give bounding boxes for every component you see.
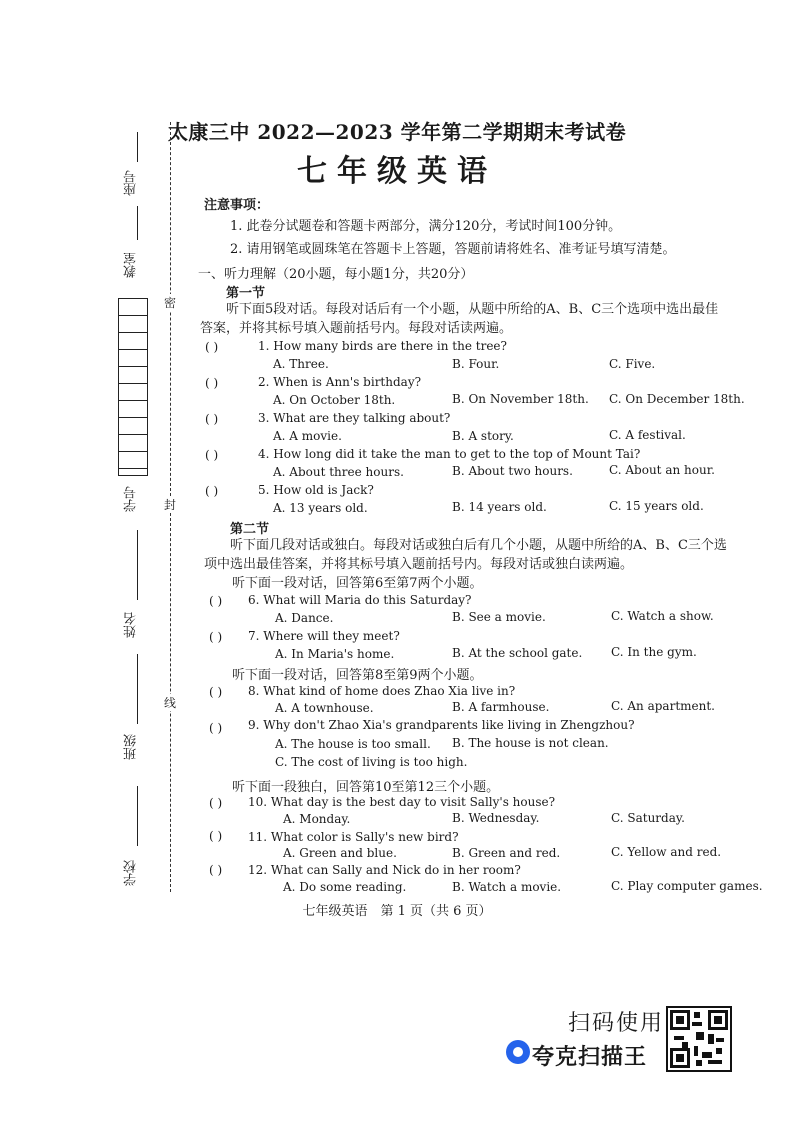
part1-instr-1: 听下面5段对话。每段对话后有一个小题，从题中所给的A、B、C三个选项中选出最佳 xyxy=(226,302,719,317)
part2-heading: 第二节 xyxy=(230,522,270,537)
part1-heading: 第一节 xyxy=(226,286,266,301)
room-label: 教室 xyxy=(124,252,139,278)
question-text: 10. What day is the best day to visit Sally's house? xyxy=(248,795,556,809)
option-b: B. About two hours. xyxy=(452,464,573,478)
page-footer: 七年级英语 第 1 页（共 6 页） xyxy=(302,904,492,919)
option-c: C. On December 18th. xyxy=(609,392,745,406)
part2-instr-2: 项中选出最佳答案，并将其标号填入题前括号内。每段对话或独白读两遍。 xyxy=(204,557,634,572)
group-instr-3: 听下面一段独白，回答第10至第12三个小题。 xyxy=(232,780,500,795)
answer-paren[interactable]: ( ) xyxy=(209,685,223,699)
notes-heading: 注意事项： xyxy=(204,198,270,213)
school-label: 学校 xyxy=(124,860,139,886)
option-b: B. Wednesday. xyxy=(452,811,540,825)
group-instr-1: 听下面一段对话，回答第6至第7两个小题。 xyxy=(232,576,483,591)
option-c: C. Watch a show. xyxy=(611,609,714,623)
answer-paren[interactable]: ( ) xyxy=(209,829,223,843)
question-text: 1. How many birds are there in the tree? xyxy=(258,339,507,353)
option-b: B. 14 years old. xyxy=(452,500,547,514)
name-label: 姓名 xyxy=(124,612,139,638)
answer-paren[interactable]: ( ) xyxy=(205,484,219,498)
option-c: C. In the gym. xyxy=(611,645,697,659)
option-b: B. Watch a movie. xyxy=(452,880,562,894)
scan-label: 扫码使用 xyxy=(568,1011,665,1036)
answer-paren[interactable]: ( ) xyxy=(205,448,219,462)
option-c: C. An apartment. xyxy=(611,699,715,713)
note-2: 2. 请用钢笔或圆珠笔在答题卡上答题，答题前请将姓名、准考证号填写清楚。 xyxy=(230,242,676,257)
option-a: A. About three hours. xyxy=(273,465,404,479)
question-text: 11. What color is Sally's new bird? xyxy=(248,830,459,844)
option-a: A. Dance. xyxy=(275,611,334,625)
option-a: A. The house is too small. xyxy=(275,737,431,751)
option-a: A. A townhouse. xyxy=(275,701,374,715)
question-text: 6. What will Maria do this Saturday? xyxy=(248,593,472,607)
class-line[interactable] xyxy=(137,654,138,724)
question-text: 3. What are they talking about? xyxy=(258,411,451,425)
option-b: B. See a movie. xyxy=(452,610,546,624)
option-a: A. In Maria's home. xyxy=(275,647,395,661)
exam-subject: 七年级英语 xyxy=(297,154,497,189)
answer-paren[interactable]: ( ) xyxy=(205,340,219,354)
option-c: C. The cost of living is too high. xyxy=(275,755,468,769)
question-text: 9. Why don't Zhao Xia's grandparents like living in Zhengzhou? xyxy=(248,718,635,732)
section-heading: 一、听力理解（20小题，每小题1分，共20分） xyxy=(198,267,474,282)
option-b: B. A farmhouse. xyxy=(452,700,550,714)
seal-xian: 线 xyxy=(164,696,177,710)
name-line[interactable] xyxy=(137,530,138,600)
part2-instr-1: 听下面几段对话或独白。每段对话或独白后有几个小题，从题中所给的A、B、C三个选 xyxy=(230,538,727,553)
question-text: 12. What can Sally and Nick do in her room? xyxy=(248,863,521,877)
answer-paren[interactable]: ( ) xyxy=(209,630,223,644)
option-b: B. At the school gate. xyxy=(452,646,583,660)
room-line[interactable] xyxy=(137,206,138,240)
option-c: C. Five. xyxy=(609,357,656,371)
seal-feng: 封 xyxy=(164,498,177,512)
qr-code-icon[interactable] xyxy=(666,1006,732,1072)
option-c: C. A festival. xyxy=(609,428,686,442)
option-c: C. Saturday. xyxy=(611,811,685,825)
scanner-brand: 夸克扫描王 xyxy=(532,1045,648,1070)
note-1: 1. 此卷分试题卷和答题卡两部分，满分120分，考试时间100分钟。 xyxy=(230,219,622,234)
exam-title: 太康三中 2022—2023 学年第二学期期末考试卷 xyxy=(167,120,627,144)
option-a: A. Green and blue. xyxy=(283,846,397,860)
question-text: 4. How long did it take the man to get to the top of Mount Tai? xyxy=(258,447,641,461)
question-text: 2. When is Ann's birthday? xyxy=(258,375,422,389)
answer-paren[interactable]: ( ) xyxy=(209,796,223,810)
option-b: B. A story. xyxy=(452,429,514,443)
option-b: B. The house is not clean. xyxy=(452,736,609,750)
option-a: A. A movie. xyxy=(273,429,342,443)
school-line[interactable] xyxy=(137,786,138,846)
option-a: A. On October 18th. xyxy=(273,393,396,407)
quark-logo-icon xyxy=(506,1040,530,1064)
seat-line[interactable] xyxy=(137,132,138,162)
question-text: 8. What kind of home does Zhao Xia live in? xyxy=(248,684,516,698)
answer-paren[interactable]: ( ) xyxy=(209,594,223,608)
option-c: C. About an hour. xyxy=(609,463,715,477)
option-b: B. Green and red. xyxy=(452,846,561,860)
part1-instr-2: 答案，并将其标号填入题前括号内。每段对话读两遍。 xyxy=(200,321,513,336)
option-a: A. Three. xyxy=(273,357,329,371)
class-label: 班级 xyxy=(124,734,139,760)
question-text: 5. How old is Jack? xyxy=(258,483,374,497)
question-text: 7. Where will they meet? xyxy=(248,629,400,643)
group-instr-2: 听下面一段对话，回答第8至第9两个小题。 xyxy=(232,668,483,683)
answer-paren[interactable]: ( ) xyxy=(205,412,219,426)
option-a: A. 13 years old. xyxy=(273,501,368,515)
option-a: A. Do some reading. xyxy=(283,880,407,894)
option-c: C. Yellow and red. xyxy=(611,845,722,859)
id-label: 学号 xyxy=(124,486,139,512)
answer-paren[interactable]: ( ) xyxy=(205,376,219,390)
answer-paren[interactable]: ( ) xyxy=(209,863,223,877)
option-a: A. Monday. xyxy=(283,812,351,826)
answer-paren[interactable]: ( ) xyxy=(209,721,223,735)
seal-mi: 密 xyxy=(164,296,177,310)
option-b: B. Four. xyxy=(452,357,500,371)
student-id-grid[interactable] xyxy=(118,298,148,476)
option-b: B. On November 18th. xyxy=(452,392,589,406)
option-c: C. Play computer games. xyxy=(611,879,763,893)
option-c: C. 15 years old. xyxy=(609,499,704,513)
seat-label: 座号 xyxy=(124,170,139,196)
